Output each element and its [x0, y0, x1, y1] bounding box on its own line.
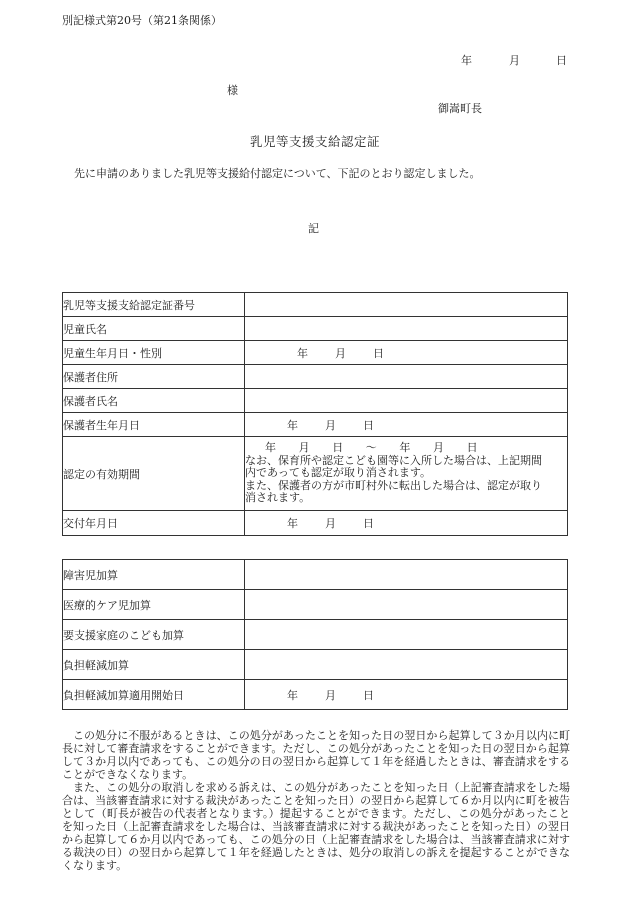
validity-note-1b: 内であっても認定が取り消されます。 [245, 466, 432, 480]
issue-date-month: 月 [325, 517, 336, 530]
child-name-value [245, 317, 568, 341]
document-title: 乳児等支援支給認定証 [249, 134, 380, 149]
appeal-notice-paragraph-2: また、この処分の取消しを求める訴えは、この処分があったことを知った日（上記審査請求をした場合は、当該審査請求に対する裁決があったことを知った日）の翌日から起算して６か月以内に町を被告として（町長が被告の代表者となります。）提起することができます。ただし、この処分があったことを知った日（上記審査請求をした場合は、当該審査請求に対する裁決があったことを知った日）の翌日から起算して６か月以内であっても、この処分の日（上記審査請求をした場合は、当該審査請求に対する裁決の日）の翌日から起算して１年を経過したときは、処分の取消しの訴えを提起することができなくなります。 [62, 781, 570, 872]
appeal-notice-paragraph-1: この処分に不服があるときは、この処分があったことを知った日の翌日から起算して３か月以内に町長に対して審査請求をすることができます。ただし、この処分があったことを知った日の翌日から起算して３か月以内であっても、この処分の日の翌日から起算して１年を経過したときは、審査請求をすることができなくなります。 [62, 729, 570, 781]
table-row [63, 680, 568, 710]
additions-table [62, 559, 568, 710]
issue-date-label: 交付年月日 [63, 511, 245, 536]
burden-start-month: 月 [325, 688, 336, 702]
validity-note-2a: また、保護者の方が市町村外に転出した場合は、認定が取り [245, 478, 542, 492]
header-date-month: 月 [509, 54, 520, 67]
addressee-suffix: 様 [227, 84, 238, 97]
appeal-notice [62, 729, 570, 872]
validity-range: 年 月 日 ～ 年 月 日 [265, 441, 478, 455]
guardian-birth-month: 月 [325, 418, 336, 432]
medical-care-value [245, 590, 568, 620]
burden-reduction-start-label: 負担軽減加算適用開始日 [63, 680, 245, 710]
guardian-birth-day: 日 [363, 418, 374, 432]
certificate-table [62, 292, 568, 536]
guardian-birth-label: 保護者生年月日 [63, 413, 245, 437]
table-row [63, 413, 568, 437]
child-birth-label: 児童生年月日・性別 [63, 341, 245, 365]
header-date-year: 年 [461, 54, 472, 67]
form-number: 別記様式第20号（第21条関係） [62, 14, 222, 27]
child-birth-value [245, 341, 568, 365]
issuer-name: 御嵩町長 [438, 102, 482, 115]
burden-start-day: 日 [363, 688, 374, 702]
validity-label: 認定の有効期間 [63, 437, 245, 511]
table-row [63, 560, 568, 590]
guardian-birth-value [245, 413, 568, 437]
guardian-birth-year: 年 [287, 418, 298, 432]
table-row [63, 341, 568, 365]
table-row [63, 365, 568, 389]
table-row [63, 389, 568, 413]
header-date-day: 日 [556, 54, 567, 67]
burden-reduction-start-value [245, 680, 568, 710]
issue-date-value [245, 511, 568, 536]
child-birth-month: 月 [335, 346, 346, 360]
table-row [63, 650, 568, 680]
table-row [63, 620, 568, 650]
table-row [63, 317, 568, 341]
burden-start-year: 年 [287, 688, 298, 702]
burden-reduction-value [245, 650, 568, 680]
table-row [63, 293, 568, 317]
guardian-address-label: 保護者住所 [63, 365, 245, 389]
issue-date-day: 日 [363, 517, 374, 530]
validity-note-1a: なお、保育所や認定こども園等に入所した場合は、上記期間 [245, 453, 542, 467]
medical-care-label: 医療的ケア児加算 [63, 590, 245, 620]
table-row [63, 511, 568, 536]
intro-text: 先に申請のありました乳児等支援給付認定について、下記のとおり認定しました。 [74, 167, 481, 180]
table-row [63, 590, 568, 620]
support-family-value [245, 620, 568, 650]
issue-date-year: 年 [287, 517, 298, 530]
validity-note-2b: 消されます。 [245, 491, 311, 505]
cert-number-label: 乳児等支援支給認定証番号 [63, 293, 245, 317]
disabled-child-label: 障害児加算 [63, 560, 245, 590]
disabled-child-value [245, 560, 568, 590]
child-name-label: 児童氏名 [63, 317, 245, 341]
guardian-name-label: 保護者氏名 [63, 389, 245, 413]
validity-value [245, 437, 568, 511]
support-family-label: 要支援家庭のこども加算 [63, 620, 245, 650]
burden-reduction-label: 負担軽減加算 [63, 650, 245, 680]
cert-number-value [245, 293, 568, 317]
table-row [63, 437, 568, 511]
guardian-address-value [245, 365, 568, 389]
ki-heading: 記 [308, 222, 319, 235]
child-birth-year: 年 [297, 346, 308, 360]
guardian-name-value [245, 389, 568, 413]
child-birth-day: 日 [373, 346, 384, 360]
